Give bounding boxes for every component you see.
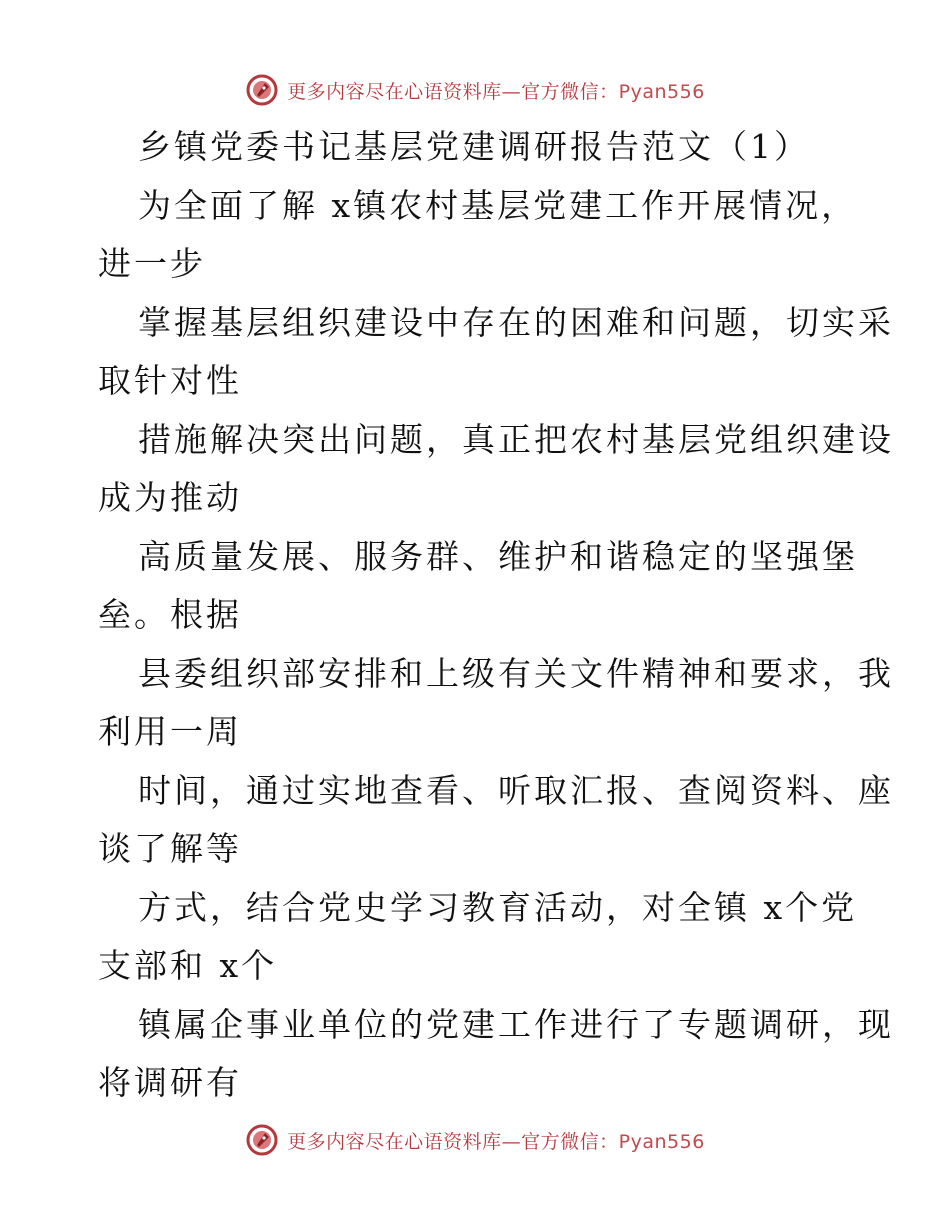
text-line: 措施解决突出问题，真正把农村基层党组织建设: [138, 419, 894, 459]
watermark-text: [287, 77, 705, 104]
text-line: 为全面了解 x镇农村基层党建工作开展情况，: [138, 185, 858, 225]
footer-watermark-banner: [0, 1120, 950, 1160]
text-line: 成为推动: [98, 478, 242, 517]
pen-nib-circle-icon: [245, 73, 279, 107]
text-line: 高质量发展、服务群、维护和谐稳定的坚强堡: [138, 536, 858, 576]
text-line: 乡镇党委书记基层党建调研报告范文（1）: [138, 127, 810, 166]
document-body: [98, 118, 894, 1113]
text-line: 进一步: [98, 244, 206, 283]
wechat-id: Pyan556: [618, 80, 705, 103]
wechat-id: Pyan556: [618, 1130, 705, 1153]
header-watermark-banner: [0, 70, 950, 110]
text-line: 方式，结合党史学习教育活动，对全镇 x个党: [138, 887, 858, 927]
watermark-prefix: 更多内容尽在心语资料库—官方微信：: [287, 80, 619, 103]
text-line: 时间，通过实地查看、听取汇报、查阅资料、座: [138, 770, 894, 810]
text-line: 镇属企事业单位的党建工作进行了专题调研，现: [138, 1004, 894, 1044]
text-line: 谈了解等: [98, 829, 242, 868]
text-line: 支部和 x个: [98, 946, 278, 985]
watermark-text: [287, 1127, 705, 1154]
pen-nib-circle-icon: [245, 1123, 279, 1157]
text-line: 取针对性: [98, 361, 242, 400]
text-line: 利用一周: [98, 712, 242, 751]
watermark-prefix: 更多内容尽在心语资料库—官方微信：: [287, 1130, 619, 1153]
text-line: 垒。根据: [98, 595, 242, 634]
text-line: 将调研有: [98, 1063, 242, 1102]
text-line: 掌握基层组织建设中存在的困难和问题，切实采: [138, 302, 894, 342]
text-line: 县委组织部安排和上级有关文件精神和要求，我: [138, 653, 894, 693]
